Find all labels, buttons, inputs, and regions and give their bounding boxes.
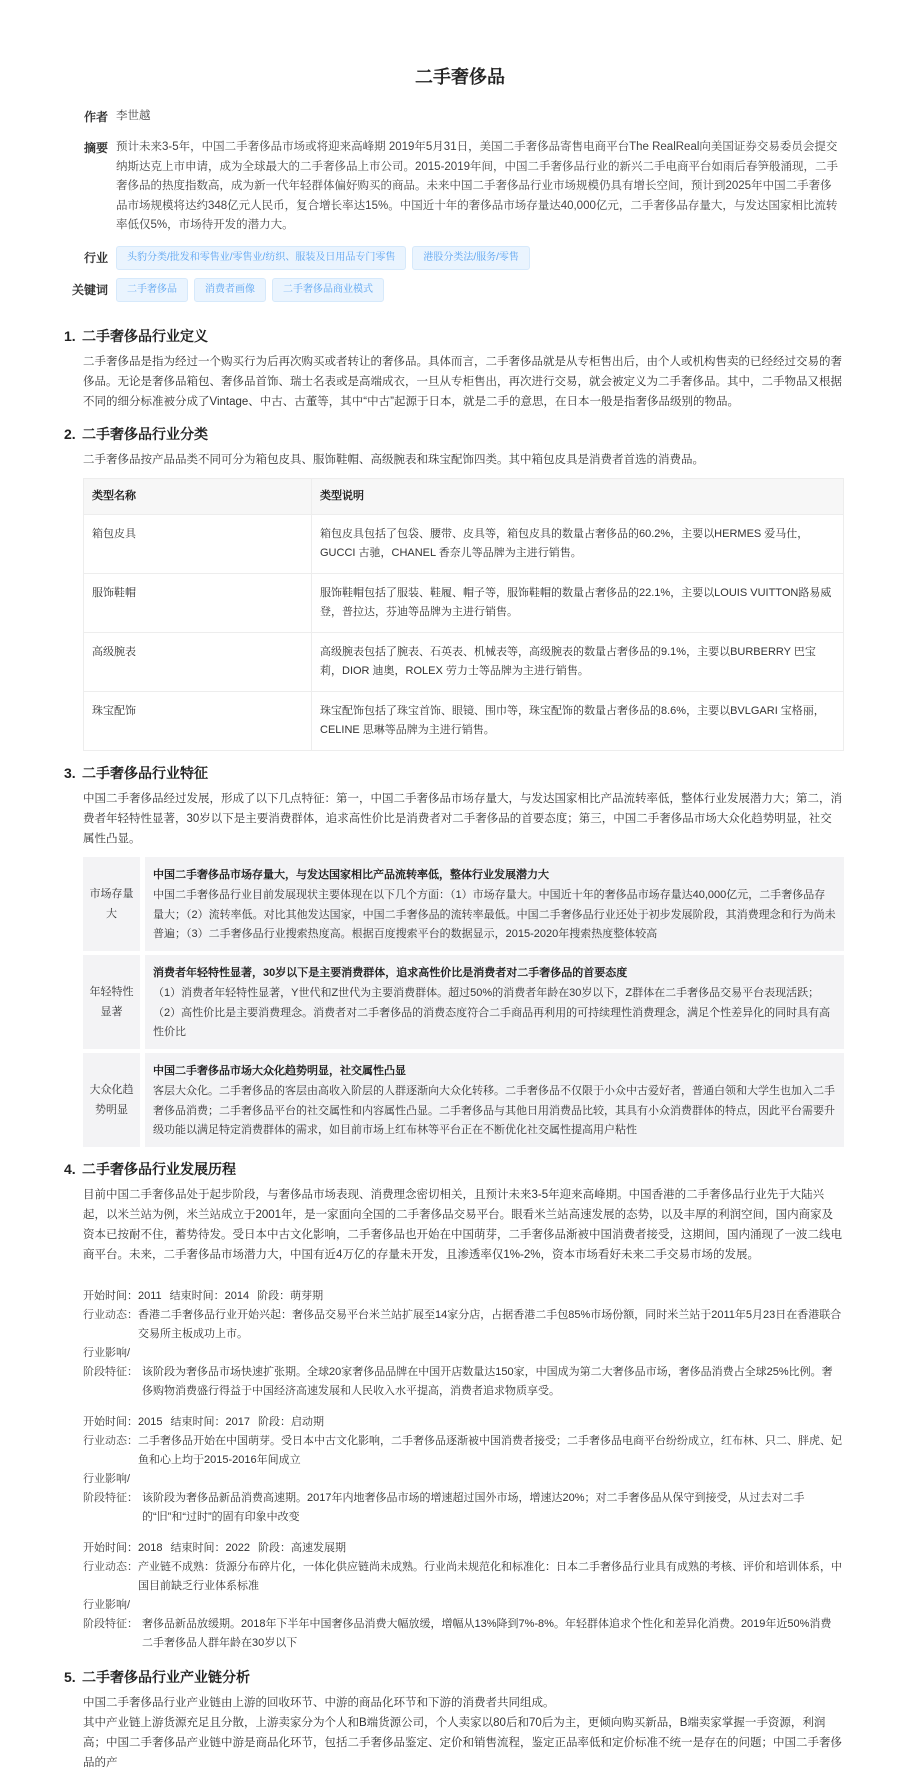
type-name: 服饰鞋帽 xyxy=(84,573,312,632)
section-title: 二手奢侈品行业特征 xyxy=(82,764,208,781)
section-classification xyxy=(64,422,842,751)
section-paragraph: 中国二手奢侈品行业产业链由上游的回收环节、中游的商品化环节和下游的消费者共同组成。 xyxy=(83,1696,555,1709)
section-features xyxy=(64,761,842,1147)
stage-impact xyxy=(83,1363,842,1401)
industry-tags xyxy=(116,246,530,270)
keyword-tag[interactable]: 二手奢侈品 xyxy=(116,278,188,302)
feature-body: 客层大众化。二手奢侈品的客层由高收入阶层的人群逐渐向大众化转移。二手奢侈品不仅限于小众中古爱好者，普通白领和大学生也加入二手奢侈品消费；二手奢侈品平台的社交属性和内容属性凸显。二手奢侈品与其他日用消费品比较，其具有小众消费群体的特点，因此平台需要升级功能以满足特定消费群体的需求，如目前市场上红布林等平台正在不断优化社交属性提高用户粘性 xyxy=(153,1085,835,1136)
section-heading xyxy=(64,761,842,785)
feature-body: （1）消费者年轻特性显著，Y世代和Z世代为主要消费群体。超过50%的消费者年龄在30岁以下，Z群体在二手奢侈品交易平台表现活跃；（2）高性价比是主要消费理念。消费者对二手奢侈品的消费态度符合二手商品再利用的可持续理性消费理念，满足个性差异化的同时具有高性价比 xyxy=(153,987,831,1038)
section-paragraph: 其中产业链上游货源充足且分散，上游卖家分为个人和B端货源公司，个人卖家以80后和70后为主，更倾向购买新品，B端卖家掌握一手资源，利润高；中国二手奢侈品产业链中游是商品化环节，包括二手奢侈品鉴定、定价和销售流程，鉴定正品率低和定价标准不统一是存在的问题；中国二手奢侈品的产 xyxy=(83,1716,842,1769)
phase-label: 阶段： xyxy=(257,1415,291,1428)
impact-text: 该阶段为奢侈品市场快速扩张期。全球20家奢侈品品牌在中国开店数量达150家，中国成为第二大奢侈品市场，奢侈品消费占全球25%比例。奢侈购物消费盛行得益于中国经济高速发展和人民收入水平提高，消费者追求物质享受。 xyxy=(142,1365,833,1397)
impact-label: 行业影响/ xyxy=(83,1472,131,1485)
stage-impact xyxy=(83,1489,842,1527)
keyword-tags xyxy=(116,278,384,302)
feature-content xyxy=(145,857,844,951)
table-header: 类型说明 xyxy=(312,478,844,514)
section-title: 二手奢侈品行业发展历程 xyxy=(82,1160,236,1177)
section-title: 二手奢侈品行业产业链分析 xyxy=(82,1668,250,1685)
feature-key: 年轻特性显著 xyxy=(83,955,140,1049)
table-row xyxy=(84,514,844,573)
keywords-label: 关键词 xyxy=(71,282,108,297)
abstract-row xyxy=(68,138,842,236)
dynamics-text: 二手奢侈品开始在中国萌芽。受日本中古文化影响，二手奢侈品逐渐被中国消费者接受；二手奢侈品电商平台纷纷成立，红布林、只二、胖虎、妃鱼和心上均于2015-2016年间成立 xyxy=(138,1434,842,1466)
table-row xyxy=(84,691,844,750)
type-name: 箱包皮具 xyxy=(84,514,312,573)
stage-impact xyxy=(83,1615,842,1653)
start-year: 2011 xyxy=(138,1289,162,1302)
feature-content xyxy=(145,955,844,1049)
stage-block xyxy=(83,1413,842,1527)
feature-row xyxy=(83,955,844,1049)
section-heading xyxy=(64,1157,842,1181)
stage-dynamics xyxy=(83,1558,842,1596)
feature-content xyxy=(145,1053,844,1147)
phase-name: 萌芽期 xyxy=(290,1289,324,1302)
phase-label: 阶段： xyxy=(257,1541,291,1554)
keywords-row xyxy=(68,278,842,302)
section-number: 2. xyxy=(64,425,76,442)
end-year: 2014 xyxy=(224,1289,250,1302)
end-label: 结束时间： xyxy=(170,1541,226,1554)
section-definition xyxy=(64,324,842,412)
feature-key: 市场存量大 xyxy=(83,857,140,951)
section-heading xyxy=(64,422,842,446)
author-name: 李世越 xyxy=(116,110,151,122)
dynamics-text: 香港二手奢侈品行业开始兴起：奢侈品交易平台米兰站扩展至14家分店，占据香港二手包85%市场份额，同时米兰站于2011年5月23日在香港联合交易所主板成功上市。 xyxy=(138,1308,842,1340)
feature-heading: 消费者年轻特性显著，30岁以下是主要消费群体，追求高性价比是消费者对二手奢侈品的首要态度 xyxy=(153,966,628,979)
end-label: 结束时间： xyxy=(169,1289,225,1302)
table-row xyxy=(84,632,844,691)
dynamics-label: 行业动态： xyxy=(83,1434,138,1447)
stage-dynamics xyxy=(83,1432,842,1470)
section-paragraph: 目前中国二手奢侈品处于起步阶段，与奢侈品市场表现、消费理念密切相关，且预计未来3-5年迎来高峰期。中国香港的二手奢侈品行业先于大陆兴起，以米兰站为例，米兰站成立于2001年，是一家面向全国的二手奢侈品交易平台。眼看米兰站高速发展的态势，以及丰厚的利润空间，国内商家及资本已按耐不住，蓄势待发。受日本中古文化影响，二手奢侈品也开始在中国萌芽，二手奢侈品渐被中国消费者接受，这期间，国内涌现了一波二线电商平台。未来，二手奢侈品市场潜力大，中国有近4万亿的存量未开发，且渗透率仅1%-2%，资本市场看好未来二手交易市场的发展。 xyxy=(83,1188,842,1261)
end-label: 结束时间： xyxy=(170,1415,226,1428)
feature-key: 大众化趋势明显 xyxy=(83,1053,140,1147)
industry-label: 行业 xyxy=(83,250,108,265)
impact-text: 奢侈品新品放缓期。2018年下半年中国奢侈品消费大幅放缓，增幅从13%降到7%-8%。年轻群体追求个性化和差异化消费。2019年近50%消费二手奢侈品人群年龄在30岁以下 xyxy=(142,1617,832,1649)
features-list xyxy=(83,857,844,1147)
type-desc: 服饰鞋帽包括了服装、鞋履、帽子等，服饰鞋帽的数量占奢侈品的22.1%，主要以LOUIS VUITTON路易威登，普拉达，芬迪等品牌为主进行销售。 xyxy=(312,573,844,632)
stage-dynamics xyxy=(83,1306,842,1344)
stage-block xyxy=(83,1287,842,1401)
phase-name: 启动期 xyxy=(290,1415,324,1428)
end-year: 2017 xyxy=(225,1415,250,1428)
dynamics-label: 行业动态： xyxy=(83,1560,138,1573)
feature-heading: 中国二手奢侈品市场大众化趋势明显，社交属性凸显 xyxy=(153,1064,406,1077)
start-year: 2015 xyxy=(138,1415,163,1428)
section-heading xyxy=(64,1665,842,1689)
start-label: 开始时间： xyxy=(83,1289,138,1302)
section-number: 3. xyxy=(64,764,76,781)
author-row xyxy=(68,107,842,127)
table-row xyxy=(84,573,844,632)
section-number: 1. xyxy=(64,327,76,344)
section-paragraph: 中国二手奢侈品经过发展，形成了以下几点特征：第一，中国二手奢侈品市场存量大，与发达国家相比产品流转率低，整体行业发展潜力大；第二，消费者年轻特性显著，30岁以下是主要消费群体，追求高性价比是消费者对二手奢侈品的首要态度；第三，中国二手奢侈品市场大众化趋势明显，社交属性凸显。 xyxy=(83,792,842,845)
abstract-label: 摘要 xyxy=(83,141,108,155)
feature-row xyxy=(83,857,844,951)
table-header: 类型名称 xyxy=(84,478,312,514)
start-label: 开始时间： xyxy=(83,1415,138,1428)
impact-label: 行业影响/ xyxy=(83,1598,131,1611)
impact-label: 阶段特征： xyxy=(83,1491,138,1504)
dynamics-label: 行业动态： xyxy=(83,1308,138,1321)
author-label: 作者 xyxy=(83,110,108,124)
impact-label: 行业影响/ xyxy=(83,1346,131,1359)
impact-label: 阶段特征： xyxy=(83,1617,138,1630)
dynamics-text: 产业链不成熟：货源分布碎片化，一体化供应链尚未成熟。行业尚未规范化和标准化：日本二手奢侈品行业具有成熟的考核、评价和培训体系，中国目前缺乏行业体系标准 xyxy=(138,1560,842,1592)
section-heading xyxy=(64,324,842,348)
classification-table xyxy=(83,478,844,751)
industry-tag[interactable]: 头豹分类/批发和零售业/零售业/纺织、服装及日用品专门零售 xyxy=(116,246,406,270)
feature-body: 中国二手奢侈品行业目前发展现状主要体现在以下几个方面：（1）市场存量大。中国近十年的奢侈品市场存量达40,000亿元，二手奢侈品存量大；（2）流转率低。对比其他发达国家，中国二手奢侈品的流转率最低。中国二手奢侈品行业还处于初步发展阶段，其消费理念和行为尚未普遍；（3）二手奢侈品行业搜索热度高。根据百度搜索平台的数据显示，2015-2020年搜索热度整体较高 xyxy=(153,889,836,940)
start-label: 开始时间： xyxy=(83,1541,138,1554)
section-paragraph: 二手奢侈品按产品品类不同可分为箱包皮具、服饰鞋帽、高级腕表和珠宝配饰四类。其中箱包皮具是消费者首选的消费品。 xyxy=(83,453,704,466)
section-number: 5. xyxy=(64,1668,76,1685)
abstract-text: 预计未来3-5年，中国二手奢侈品市场或将迎来高峰期 2019年5月31日，美国二手奢侈品寄售电商平台The RealReal向美国证券交易委员会提交纳斯达克上市申请，成为全球最大的二手奢侈品上市公司。2015-2019年间，中国二手奢侈品行业的新兴二手电商平台如雨后春笋般涌现，二手奢侈品的热度指数高，成为新一代年轻群体偏好购买的商品。未来中国二手奢侈品行业市场规模仍具有增长空间，预计到2025年中国二手奢侈品市场规模将达约348亿元人民币，复合增长率达15%。中国近十年的奢侈品市场存量达40,000亿元，二手奢侈品存量大，与发达国家相比流转率低仅5%，市场待开发的潜力大。 xyxy=(116,141,838,231)
feature-row xyxy=(83,1053,844,1147)
stage-period xyxy=(83,1539,842,1558)
section-title: 二手奢侈品行业定义 xyxy=(82,327,208,344)
type-desc: 高级腕表包括了腕表、石英表、机械表等，高级腕表的数量占奢侈品的9.1%，主要以BURBERRY 巴宝莉，DIOR 迪奥，ROLEX 劳力士等品牌为主进行销售。 xyxy=(312,632,844,691)
impact-label: 阶段特征： xyxy=(83,1365,138,1378)
type-desc: 珠宝配饰包括了珠宝首饰、眼镜、围巾等，珠宝配饰的数量占奢侈品的8.6%，主要以BVLGARI 宝格丽，CELINE 思琳等品牌为主进行销售。 xyxy=(312,691,844,750)
table-header-row xyxy=(84,478,844,514)
section-number: 4. xyxy=(64,1160,76,1177)
type-name: 高级腕表 xyxy=(84,632,312,691)
phase-label: 阶段： xyxy=(257,1289,291,1302)
industry-tag[interactable]: 港股分类法/服务/零售 xyxy=(412,246,530,270)
start-year: 2018 xyxy=(138,1541,163,1554)
type-desc: 箱包皮具包括了包袋、腰带、皮具等，箱包皮具的数量占奢侈品的60.2%，主要以HERMES 爱马仕，GUCCI 古驰，CHANEL 香奈儿等品牌为主进行销售。 xyxy=(312,514,844,573)
feature-heading: 中国二手奢侈品市场存量大，与发达国家相比产品流转率低，整体行业发展潜力大 xyxy=(153,868,549,881)
keyword-tag[interactable]: 消费者画像 xyxy=(194,278,266,302)
stage-period xyxy=(83,1287,842,1306)
phase-name: 高速发展期 xyxy=(290,1541,346,1554)
keyword-tag[interactable]: 二手奢侈品商业模式 xyxy=(272,278,384,302)
end-year: 2022 xyxy=(225,1541,250,1554)
page-title: 二手奢侈品 xyxy=(415,67,505,87)
impact-text: 该阶段为奢侈品新品消费高速期。2017年内地奢侈品市场的增速超过国外市场，增速达20%；对二手奢侈品从保守到接受，从过去对二手的“旧”和“过时”的固有印象中改变 xyxy=(142,1491,805,1523)
section-title: 二手奢侈品行业分类 xyxy=(82,425,208,442)
stage-block xyxy=(83,1539,842,1653)
section-value-chain xyxy=(64,1665,842,1773)
industry-row xyxy=(68,246,842,270)
stage-period xyxy=(83,1413,842,1432)
type-name: 珠宝配饰 xyxy=(84,691,312,750)
section-history xyxy=(64,1157,842,1653)
section-paragraph: 二手奢侈品是指为经过一个购买行为后再次购买或者转让的奢侈品。具体而言，二手奢侈品就是从专柜售出后，由个人或机构售卖的已经经过交易的奢侈品。无论是奢侈品箱包、奢侈品首饰、瑞士名表或是高端成衣，一旦从专柜售出，再次进行交易，就会被定义为二手奢侈品。其中，二手物品又根据不同的细分标准被分成了Vintage、中古、古董等，其中“中古”起源于日本，就是二手的意思，在日本一般是指奢侈品级别的物品。 xyxy=(83,355,842,408)
